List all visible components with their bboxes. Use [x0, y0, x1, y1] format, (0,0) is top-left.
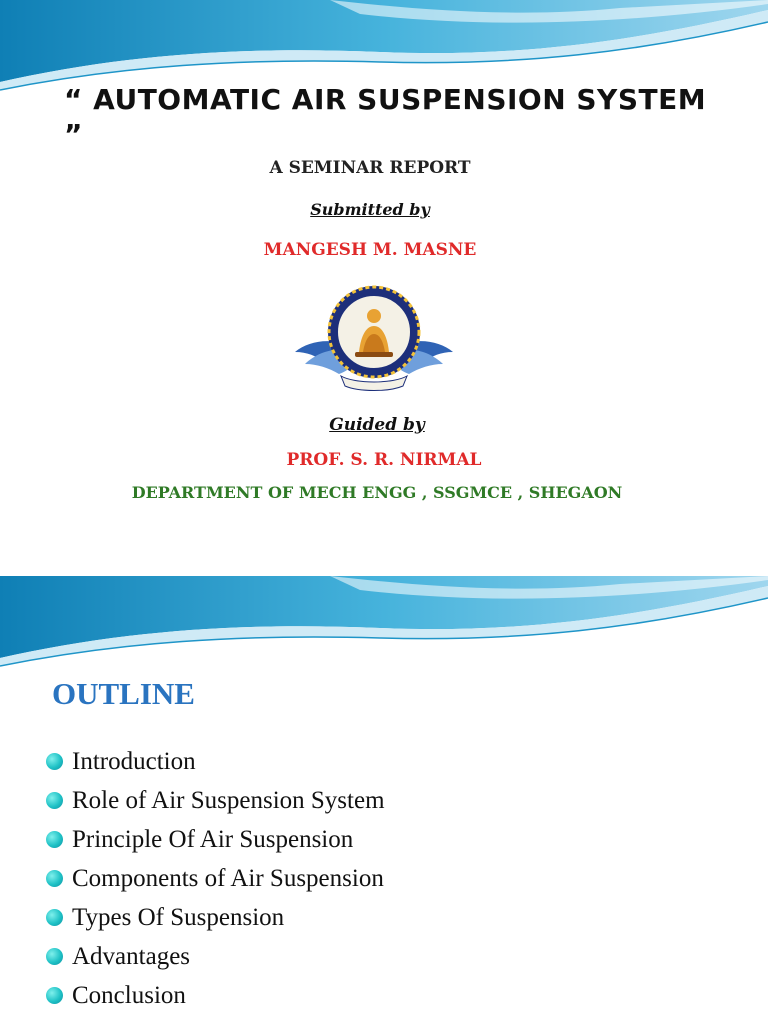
outline-item-label: Introduction [72, 747, 196, 775]
outline-item-label: Role of Air Suspension System [72, 786, 385, 814]
outline-item-label: Conclusion [72, 981, 186, 1009]
department-name: DEPARTMENT OF MECH ENGG , SSGMCE , SHEGAON [131, 483, 623, 502]
list-item [46, 898, 385, 937]
list-item [46, 781, 385, 820]
list-item [46, 976, 385, 1015]
bullet-icon [46, 987, 63, 1004]
presentation-title: “ AUTOMATIC AIR SUSPENSION SYSTEM ” [64, 83, 707, 151]
list-item [46, 820, 385, 859]
author-name: MANGESH M. MASNE [263, 240, 477, 260]
slide-outline [0, 576, 768, 1024]
list-item [46, 742, 385, 781]
bullet-icon [46, 831, 63, 848]
submitted-by-label: Submitted by [310, 200, 430, 219]
college-emblem-icon [293, 282, 455, 400]
outline-item-label: Advantages [72, 942, 191, 970]
list-item [46, 859, 385, 898]
outline-item-label: Principle Of Air Suspension [72, 825, 354, 853]
slide-separator [0, 512, 768, 576]
bullet-icon [46, 753, 63, 770]
outline-item-label: Components of Air Suspension [72, 864, 384, 892]
bullet-icon [46, 948, 63, 965]
list-item [46, 937, 385, 976]
report-subtitle: A SEMINAR REPORT [269, 158, 471, 178]
header-wave-decoration [0, 576, 768, 676]
bullet-icon [46, 792, 63, 809]
outline-item-label: Types Of Suspension [72, 903, 285, 931]
guided-by-label: Guided by [329, 415, 425, 435]
bullet-icon [46, 870, 63, 887]
outline-heading: OUTLINE [52, 676, 195, 711]
bullet-icon [46, 909, 63, 926]
outline-list [46, 742, 385, 1015]
guide-name: PROF. S. R. NIRMAL [286, 450, 482, 470]
